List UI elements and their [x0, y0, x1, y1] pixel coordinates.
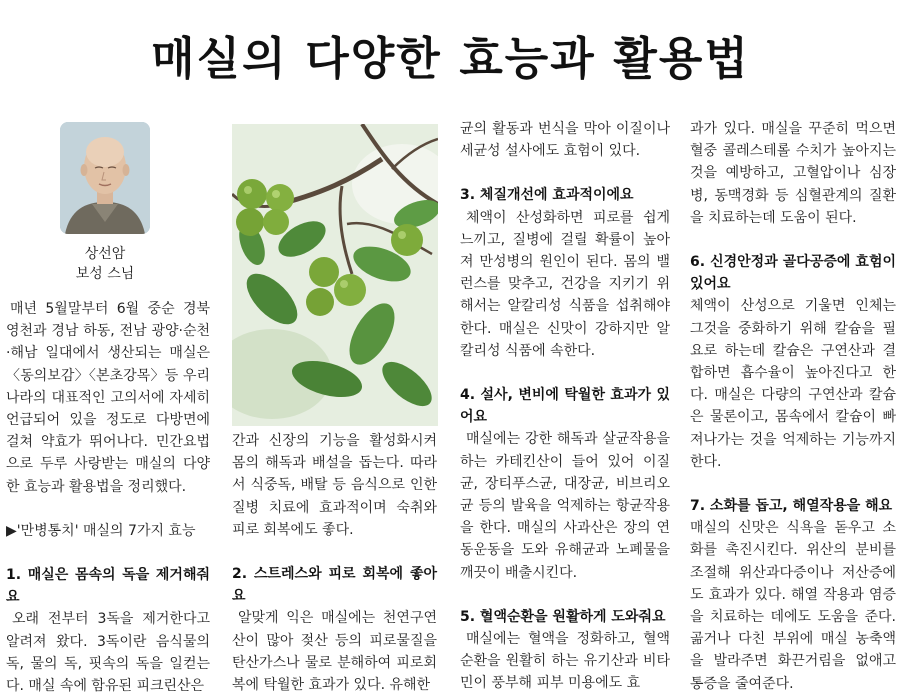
- text-column-4: [690, 118, 896, 695]
- benefit-text-4: 매실에는 강한 해독과 살균작용을 하는 카테킨산이 들어 있어 이질균, 장티푸스균, 대장균, 비브리오균 등의 발육을 억제하는 항균작용을 한다. 매실의 사과산은 장의 연동운동을 도와 유해균과 노폐물을 깨끗이 배출시킨다.: [460, 431, 670, 581]
- benefit-text-1: 오래 전부터 3독을 제거한다고 알려져 왔다. 3독이란 음식물의 독, 물의 독, 핏속의 독을 일컫는다. 매실 속에 함유된 피크린산은: [6, 611, 210, 695]
- text-column-3: [460, 118, 670, 695]
- author-name: 상선암: [84, 246, 126, 262]
- section-subheading: ▶'만병통치' 매실의 7가지 효능: [6, 522, 196, 539]
- benefit-heading-4: 4. 설사, 변비에 탁월한 효과가 있어요: [460, 387, 670, 426]
- benefit-heading-7: 7. 소화를 돕고, 해열작용을 해요: [690, 498, 893, 515]
- benefit-heading-3: 3. 체질개선에 효과적이에요: [460, 187, 634, 204]
- author-title: 보성 스님: [75, 266, 135, 282]
- benefit-text-7: 매실의 신맛은 식욕을 돋우고 소화를 촉진시킨다. 위산의 분비를 조절해 위산과다증이나 저산증에도 효과가 있다. 해열 작용과 염증을 치료하는 데에도 도움을 준다. 곪거나 다친 부위에 매실 농축액을 발라주면 화끈거림을 없애고 통증을 줄여준다.: [690, 520, 896, 692]
- author-portrait: [60, 122, 150, 234]
- benefit-text-2: 알맞게 익은 매실에는 천연구연산이 많아 젖산 등의 피로물질을 탄산가스나 물로 분해하여 피로회복에 탁월한 효과가 있다. 유해한: [232, 610, 437, 694]
- benefit-text-5-cont: 과가 있다. 매실을 꾸준히 먹으면 혈중 콜레스테롤 수치가 높아지는 것을 예방하고, 고혈압이나 심장병, 동맥경화 등 심혈관계의 질환을 치료하는데 도움이 된다.: [690, 121, 896, 226]
- benefit-text-3: 체액이 산성화하면 피로를 쉽게 느끼고, 질병에 걸릴 확률이 높아져 만성병의 원인이 된다. 몸의 밸런스를 맞추고, 건강을 지키기 위해서는 알칼리성 식품을 섭취해야 한다. 매실은 신맛이 강하지만 알칼리성 식품에 속한다.: [460, 209, 670, 359]
- benefit-text-2-cont: 균의 활동과 번식을 막아 이질이나 세균성 설사에도 효험이 있다.: [460, 121, 670, 160]
- benefit-heading-6: 6. 신경안정과 골다공증에 효험이 있어요: [690, 254, 896, 293]
- monk-portrait-image: [60, 122, 150, 234]
- benefit-text-1-cont: 간과 신장의 기능을 활성화시켜 몸의 해독과 배설을 돕는다. 따라서 식중독, 배탈 등 음식으로 인한 질병 치료에 효과적이며 숙취와 피로 회복에도 좋다.: [232, 433, 437, 538]
- green-plum-image: [232, 124, 438, 426]
- benefit-heading-1: 1. 매실은 몸속의 독을 제거해줘요: [6, 567, 210, 606]
- benefit-text-5: 매실에는 혈액을 정화하고, 혈액순환을 원활히 하는 유기산과 비타민이 풍부해 피부 미용에도 효: [460, 631, 670, 692]
- text-column-1: [6, 298, 210, 697]
- benefit-heading-2: 2. 스트레스와 피로 회복에 좋아요: [232, 566, 437, 605]
- intro-paragraph: 매년 5월말부터 6월 중순 경북 영천과 경남 하동, 전남 광양·순천·해남 일대에서 생산되는 매실은〈동의보감〉〈본초강목〉등 우리나라의 대표적인 고의서에 자세히 언급되어 있을 정도로 다방면에 걸쳐 약효가 뛰어나다. 민간요법으로 두루 사랑받는 매실의 다양한 효능과 활용법을 정리했다.: [6, 301, 210, 495]
- plum-photo: [232, 124, 438, 426]
- article-headline: 매실의 다양한 효능과 활용법: [151, 32, 750, 85]
- benefit-text-6: 체액이 산성으로 기울면 인체는 그것을 중화하기 위해 칼슘을 필요로 하는데 칼슘은 구연산과 결합하면 흡수율이 높아진다고 한다. 매실은 다량의 구연산과 칼슘은 물론이고, 몸속에서 칼슘이 빠져나가는 것을 억제하는 기능까지 한다.: [690, 298, 896, 470]
- text-column-2: [232, 430, 437, 696]
- benefit-heading-5: 5. 혈액순환을 원활하게 도와줘요: [460, 608, 666, 625]
